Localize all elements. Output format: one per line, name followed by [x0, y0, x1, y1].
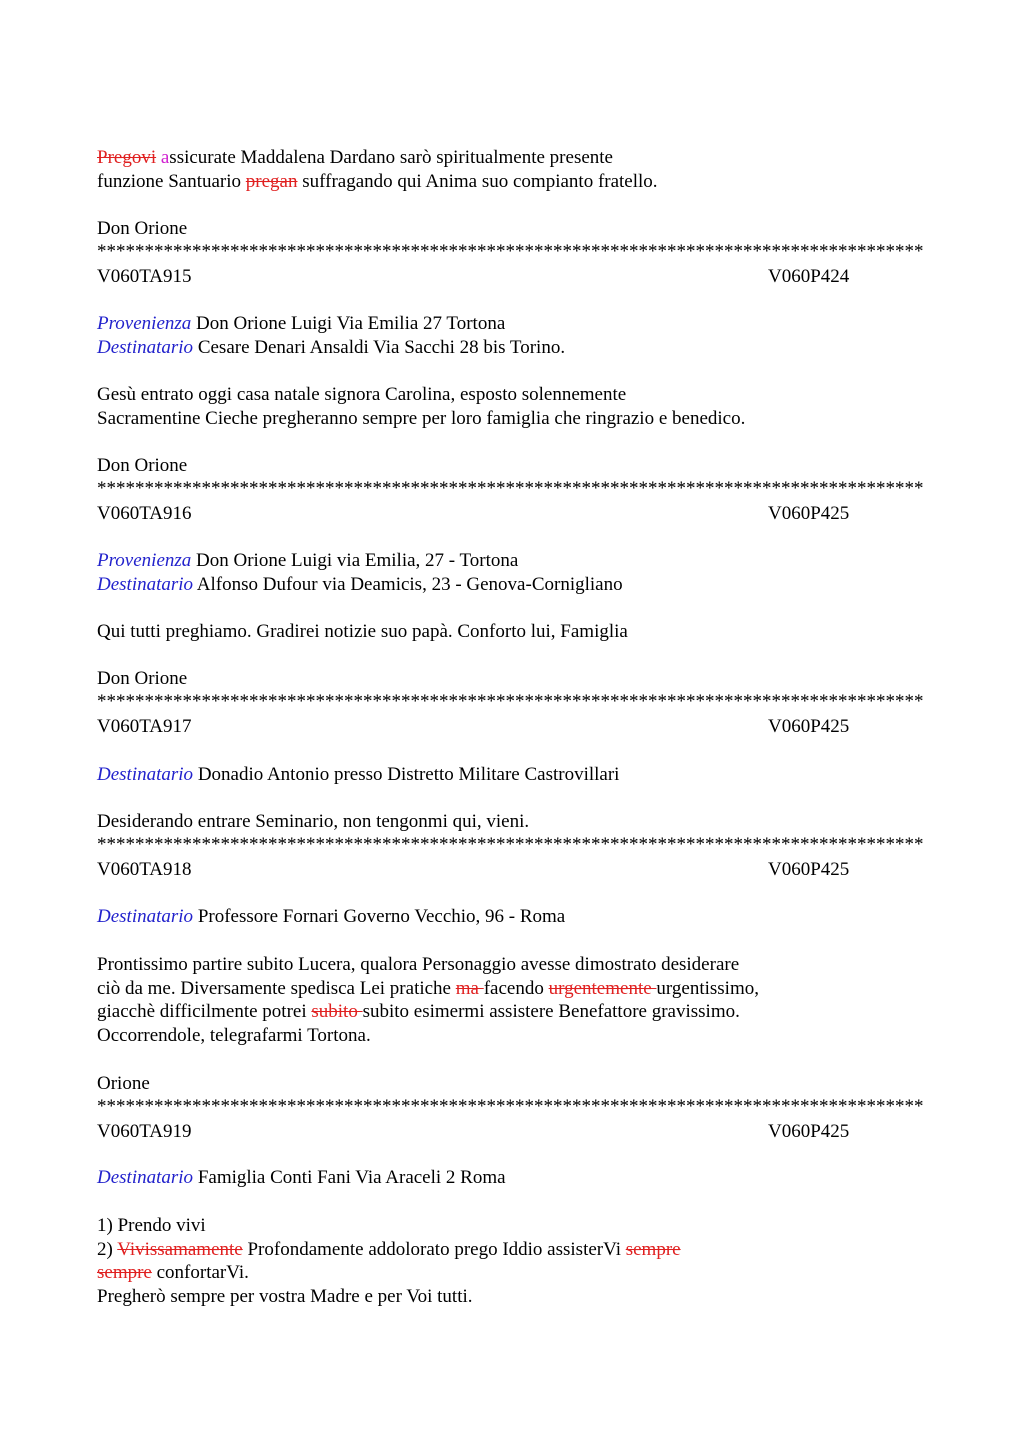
page-ref: V060P425: [768, 1121, 850, 1142]
body-text: ciò da me. Diversamente spedisca Lei pratiche: [97, 978, 456, 999]
destinatario-line: [97, 1166, 506, 1190]
page-ref: V060P425: [768, 716, 850, 737]
separator: ***************************************************************************************: [97, 834, 923, 855]
doc-id: V060TA916: [97, 503, 192, 524]
doc-id: V060TA915: [97, 266, 192, 287]
body-line: [97, 977, 759, 1001]
body-text: confortarVi.: [151, 1262, 249, 1283]
destinatario-label: Destinatario: [97, 337, 194, 358]
destinatario-value: Professore Fornari Governo Vecchio, 96 - Roma: [193, 906, 566, 927]
separator: ***************************************************************************************: [97, 1096, 923, 1117]
provenienza-value: Don Orione Luigi via Emilia, 27 - Tortona: [191, 550, 519, 571]
body-line: Desiderando entrare Seminario, non tengonmi qui, vieni.: [97, 811, 530, 832]
signature: Orione: [97, 1073, 150, 1094]
provenienza-label: Provenienza: [97, 550, 192, 571]
provenienza-label: Provenienza: [97, 313, 192, 334]
entry0-line2: [97, 170, 658, 194]
entry0-line1: [97, 146, 613, 170]
body-line: Pregherò sempre per vostra Madre e per Voi tutti.: [97, 1286, 473, 1307]
body-line: Prontissimo partire subito Lucera, qualora Personaggio avesse dimostrato desiderare: [97, 954, 740, 975]
separator: ***************************************************************************************: [97, 478, 923, 499]
destinatario-value: Famiglia Conti Fani Via Araceli 2 Roma: [193, 1167, 506, 1188]
page-ref: V060P425: [768, 503, 850, 524]
provenienza-line: [97, 549, 518, 573]
deleted-text: Pregovi: [97, 147, 157, 168]
body-line: Occorrendole, telegrafarmi Tortona.: [97, 1025, 371, 1046]
provenienza-value: Don Orione Luigi Via Emilia 27 Tortona: [191, 313, 506, 334]
destinatario-label: Destinatario: [97, 906, 194, 927]
destinatario-label: Destinatario: [97, 764, 194, 785]
body-text: 2): [97, 1239, 118, 1260]
provenienza-line: [97, 312, 505, 336]
deleted-text: sempre: [625, 1239, 681, 1260]
signature: Don Orione: [97, 668, 188, 689]
body-line: Sacramentine Cieche pregheranno sempre per loro famiglia che ringrazio e benedico.: [97, 408, 746, 429]
deleted-text: sempre: [97, 1262, 152, 1283]
body-line: [97, 1000, 740, 1024]
body-text: facendo: [483, 978, 549, 999]
body-text: Profondamente addolorato prego Iddio assisterVi: [242, 1239, 626, 1260]
page-ref: V060P425: [768, 859, 850, 880]
body-text: giacchè difficilmente potrei: [97, 1001, 312, 1022]
body-line: [97, 1238, 681, 1262]
body-text: urgentissimo,: [656, 978, 759, 999]
body-line: Qui tutti preghiamo. Gradirei notizie suo papà. Conforto lui, Famiglia: [97, 621, 628, 642]
deleted-text: pregan: [245, 171, 298, 192]
doc-id: V060TA917: [97, 716, 192, 737]
body-line: Gesù entrato oggi casa natale signora Carolina, esposto solennemente: [97, 384, 627, 405]
deleted-text: Vivissamamente: [117, 1239, 243, 1260]
destinatario-label: Destinatario: [97, 1167, 194, 1188]
destinatario-line: [97, 763, 619, 787]
doc-id: V060TA918: [97, 859, 192, 880]
body-text: subito esimermi assistere Benefattore gravissimo.: [362, 1001, 740, 1022]
destinatario-line: [97, 336, 565, 360]
doc-id: V060TA919: [97, 1121, 192, 1142]
separator: ***************************************************************************************: [97, 691, 923, 712]
inserted-text: a: [160, 147, 170, 168]
body-text: suffragando qui Anima suo compianto fratello.: [297, 171, 658, 192]
page-ref: V060P424: [768, 266, 850, 287]
signature: Don Orione: [97, 455, 188, 476]
deleted-text: subito: [311, 1001, 363, 1022]
destinatario-line: [97, 573, 623, 597]
separator: ***************************************************************************************: [97, 241, 923, 262]
body-text: funzione Santuario: [97, 171, 246, 192]
body-line: [97, 1261, 249, 1285]
deleted-text: ma: [455, 978, 484, 999]
destinatario-line: [97, 905, 565, 929]
signature: Don Orione: [97, 218, 188, 239]
deleted-text: urgentemente: [548, 978, 657, 999]
destinatario-value: Donadio Antonio presso Distretto Militare Castrovillari: [193, 764, 620, 785]
destinatario-label: Destinatario: [97, 574, 194, 595]
body-line: 1) Prendo vivi: [97, 1215, 206, 1236]
destinatario-value: Cesare Denari Ansaldi Via Sacchi 28 bis Torino.: [193, 337, 566, 358]
body-text: ssicurate Maddalena Dardano sarò spiritualmente presente: [169, 147, 613, 168]
destinatario-value: Alfonso Dufour via Deamicis, 23 - Genova-Cornigliano: [193, 574, 623, 595]
